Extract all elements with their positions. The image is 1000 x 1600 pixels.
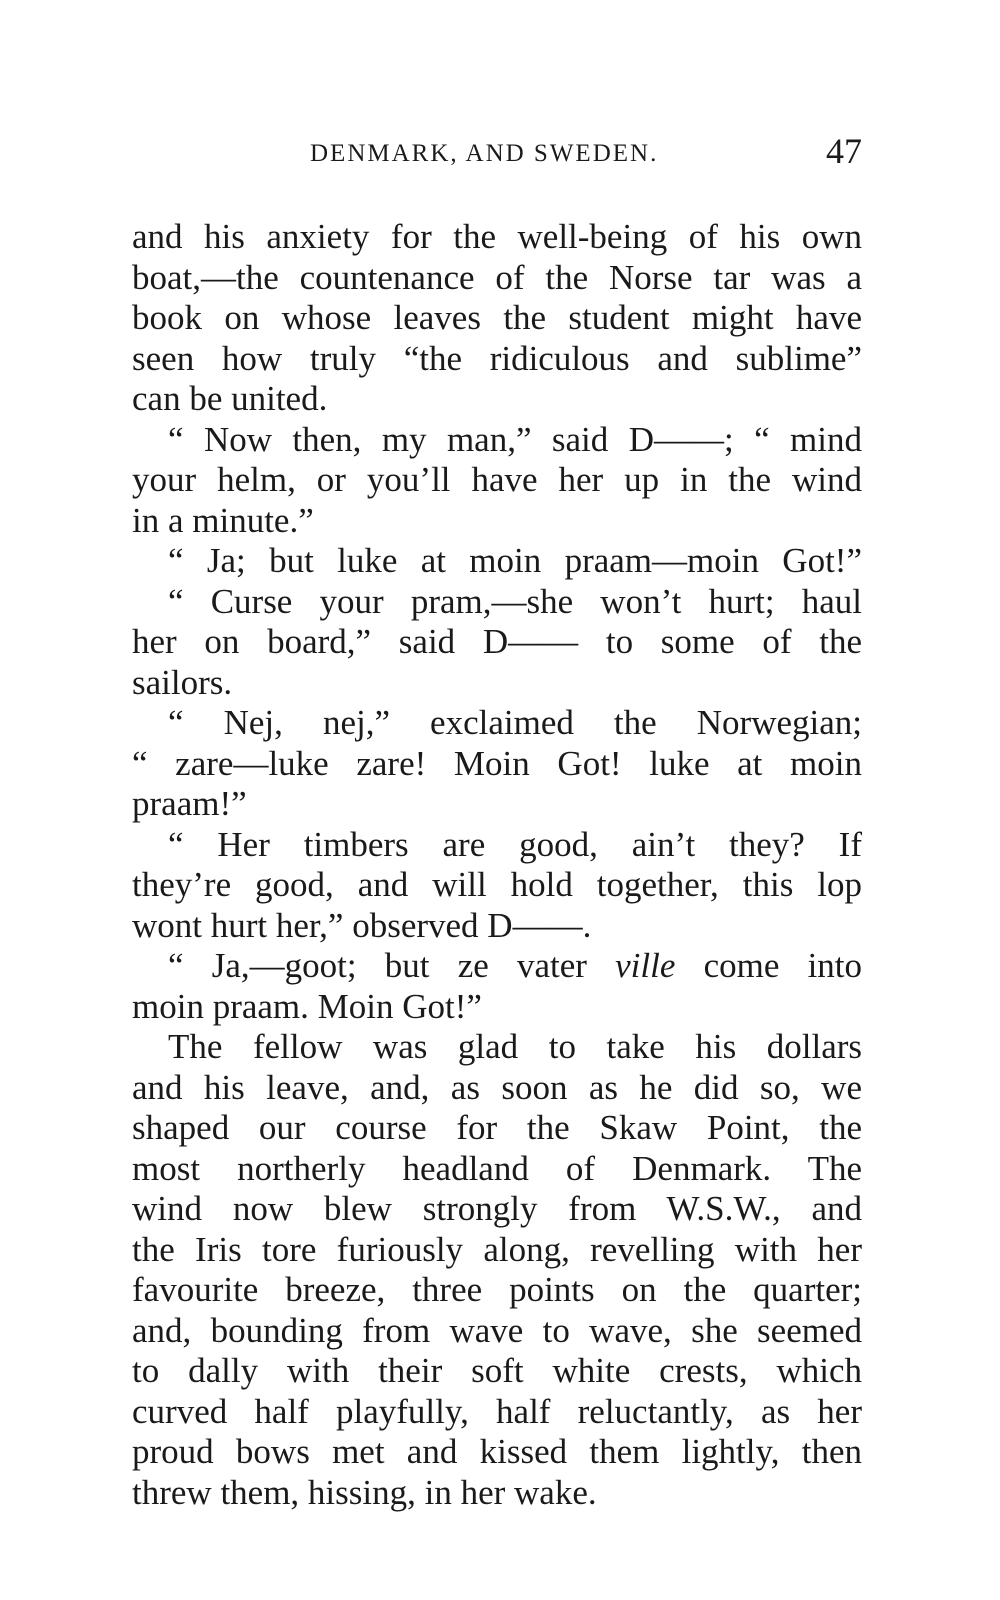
text-line: can be united.: [132, 379, 328, 418]
text-line: shaped our course for the Skaw Point, the: [132, 1108, 862, 1147]
text-line: the Iris tore furiously along, revelling with her: [132, 1229, 862, 1269]
body-text: [132, 217, 862, 1513]
text-line: they’re good, and will hold together, this lop: [132, 865, 862, 904]
text-line: “ Ja; but luke at moin praam—moin Got!”: [168, 541, 862, 580]
text-line: boat,—the countenance of the Norse tar was a: [132, 257, 862, 297]
page-header: [132, 131, 862, 176]
text-line: “ Nej, nej,” exclaimed the Norwegian;: [168, 703, 862, 742]
text-line: “ Curse your pram,—she won’t hurt; haul: [168, 581, 862, 621]
text-line: her on board,” said D—— to some of the: [132, 622, 862, 661]
text-line: “ Now then, my man,” said D——; “ mind: [168, 419, 862, 459]
text-line: moin praam. Moin Got!”: [132, 986, 482, 1026]
text-line: wind now blew strongly from W.S.W., and: [132, 1189, 862, 1228]
text-line: [132, 946, 862, 987]
text-line: book on whose leaves the student might have: [132, 298, 862, 337]
text-line: most northerly headland of Denmark. The: [132, 1148, 862, 1188]
running-title: DENMARK, AND SWEDEN.: [310, 140, 659, 167]
text-line: and, bounding from wave to wave, she seemed: [132, 1310, 862, 1350]
text-line: and his leave, and, as soon as he did so, we: [132, 1067, 862, 1107]
text-line: “ zare—luke zare! Moin Got! luke at moin: [132, 743, 862, 783]
text-line: wont hurt her,” observed D——.: [132, 905, 592, 945]
text-line: in a minute.”: [132, 500, 314, 540]
text-line: threw them, hissing, in her wake.: [132, 1472, 597, 1512]
text-segment: come into: [703, 946, 863, 985]
text-line: The fellow was glad to take his dollars: [168, 1027, 862, 1066]
text-line: curved half playfully, half reluctantly, as her: [132, 1391, 862, 1431]
text-line: praam!”: [132, 784, 247, 823]
text-line: “ Her timbers are good, ain’t they? If: [168, 824, 862, 864]
text-line: seen how truly “the ridiculous and sublime”: [132, 338, 862, 378]
italic-word: ville: [615, 946, 676, 985]
page-number: 47: [826, 131, 862, 171]
text-line: proud bows met and kissed them lightly, then: [132, 1432, 862, 1471]
text-segment: “ Ja,—goot; but ze vater: [168, 946, 587, 985]
text-line: favourite breeze, three points on the quarter;: [132, 1270, 862, 1309]
text-line: sailors.: [132, 662, 233, 702]
text-line: and his anxiety for the well-being of his own: [132, 217, 862, 256]
text-line: to dally with their soft white crests, which: [132, 1351, 862, 1390]
text-line: your helm, or you’ll have her up in the wind: [132, 460, 862, 499]
